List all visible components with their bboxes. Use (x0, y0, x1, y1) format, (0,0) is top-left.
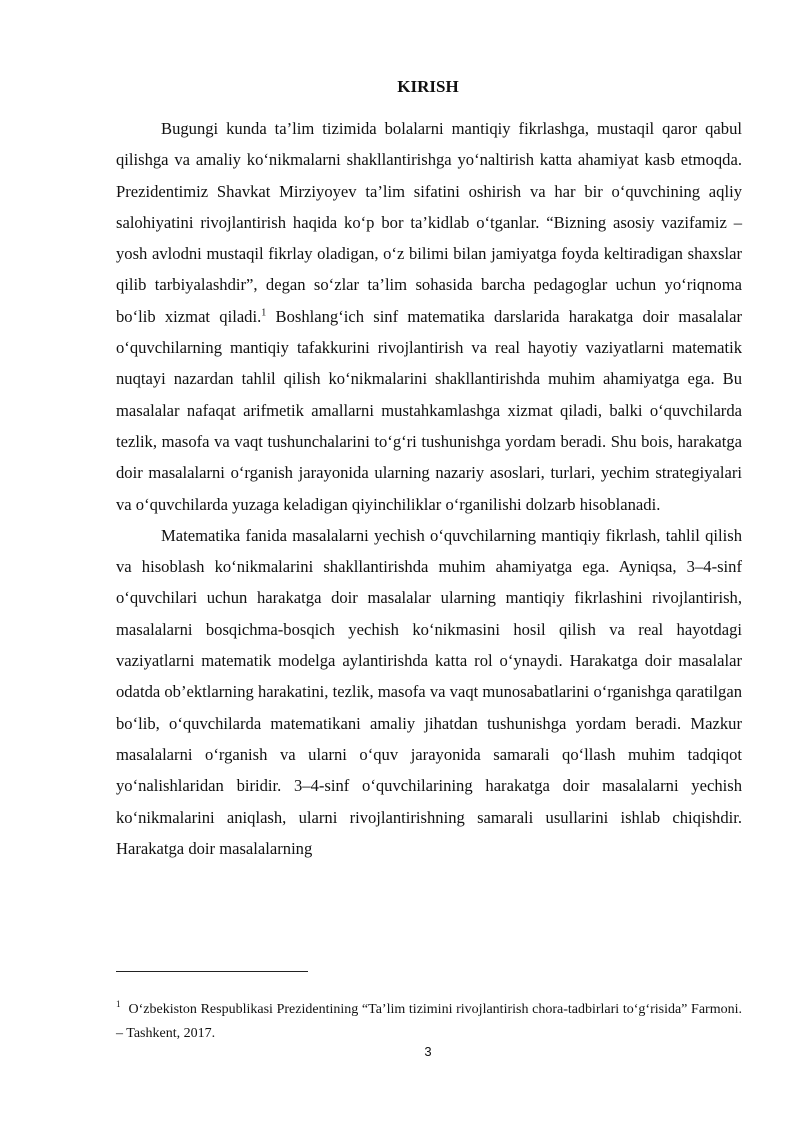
paragraph-1-text-a: Bugungi kunda ta’lim tizimida bolalarni mantiqiy fikrlashga, mustaqil qaror qabul qilishga va amaliy ko‘nikmalarni shakllantirishga yo‘naltirish katta ahamiyat kasb etmoqda. Prezidentimiz Shavkat Mirziyoyev ta’lim sifatini oshirish va har bir o‘quvchining aqliy salohiyatini rivojlantirish haqida ko‘p bor ta’kidlab o‘tganlar. “Bizning asosiy vazifamiz – yosh avlodni mustaqil fikrlay oladigan, o‘z bilimi bilan jamiyatga foyda keltiradigan shaxslar qilib tarbiyalashdir”, degan so‘zlar ta’lim sohasida barcha pedagoglar uchun yo‘riqnoma bo‘lib xizmat qiladi. (116, 119, 742, 326)
footnote-text: O‘zbekiston Respublikasi Prezidentining “Ta’lim tizimini rivojlantirish chora-tadbirlari to‘g‘risida” Farmoni. – Tashkent, 2017. (116, 1002, 742, 1041)
footnote (116, 998, 742, 1046)
footnote-reference[interactable]: 1 (261, 307, 267, 319)
page-title: KIRISH (397, 77, 459, 96)
body-text (116, 113, 742, 864)
footnote-mark: 1 (116, 999, 121, 1010)
footnote-separator (116, 971, 308, 972)
paragraph-2: Matematika fanida masalalarni yechish o‘quvchilarning mantiqiy fikrlash, tahlil qilish va hisoblash ko‘nikmalarini shakllantirishda muhim ahamiyatga ega. Ayniqsa, 3–4-sinf o‘quvchilari uchun harakatga doir masalalar ularning mantiqiy fikrlashini rivojlantirish, masalalarni bosqichma-bosqich yechish ko‘nikmasini hosil qilish va real hayotdagi vaziyatlarni matematik modelga aylantirishda katta rol o‘ynaydi. Harakatga doir masalalar odatda ob’ektlarning harakatini, tezlik, masofa va vaqt munosabatlarini o‘rganishga qaratilgan bo‘lib, o‘quvchilarda matematikani amaliy jihatdan tushunishga yordam beradi. Mazkur masalalarni o‘rganish va ularni o‘quv jarayonida samarali qo‘llash muhim tadqiqot yo‘nalishlaridan biridir. 3–4-sinf o‘quvchilarining harakatga doir masalalarni yechish ko‘nikmalarini aniqlash, ularni rivojlantirishning samarali usullarini ishlab chiqishdir. Harakatga doir masalalarning (116, 525, 742, 858)
page-number: 3 (424, 1044, 432, 1059)
paragraph-1-text-b: Boshlang‘ich sinf matematika darslarida harakatga doir masalalar o‘quvchilarning mantiqiy tafakkurini rivojlantirish va real hayotiy vaziyatlarni matematik nuqtayi nazardan tahlil qilish ko‘nikmalarini shakllantirishda muhim ahamiyatga ega. Bu masalalar nafaqat arifmetik amallarni mustahkamlashga xizmat qiladi, balki o‘quvchilarda tezlik, masofa va vaqt tushunchalarini to‘g‘ri tushunishga yordam beradi. Shu bois, harakatga doir masalalarni o‘rganish jarayonida ularning nazariy asoslari, turlari, yechim strategiyalari va o‘quvchilarda yuzaga keladigan qiyinchiliklar o‘rganilishi dolzarb hisoblanadi. (116, 306, 743, 514)
paragraph-1 (116, 113, 742, 520)
